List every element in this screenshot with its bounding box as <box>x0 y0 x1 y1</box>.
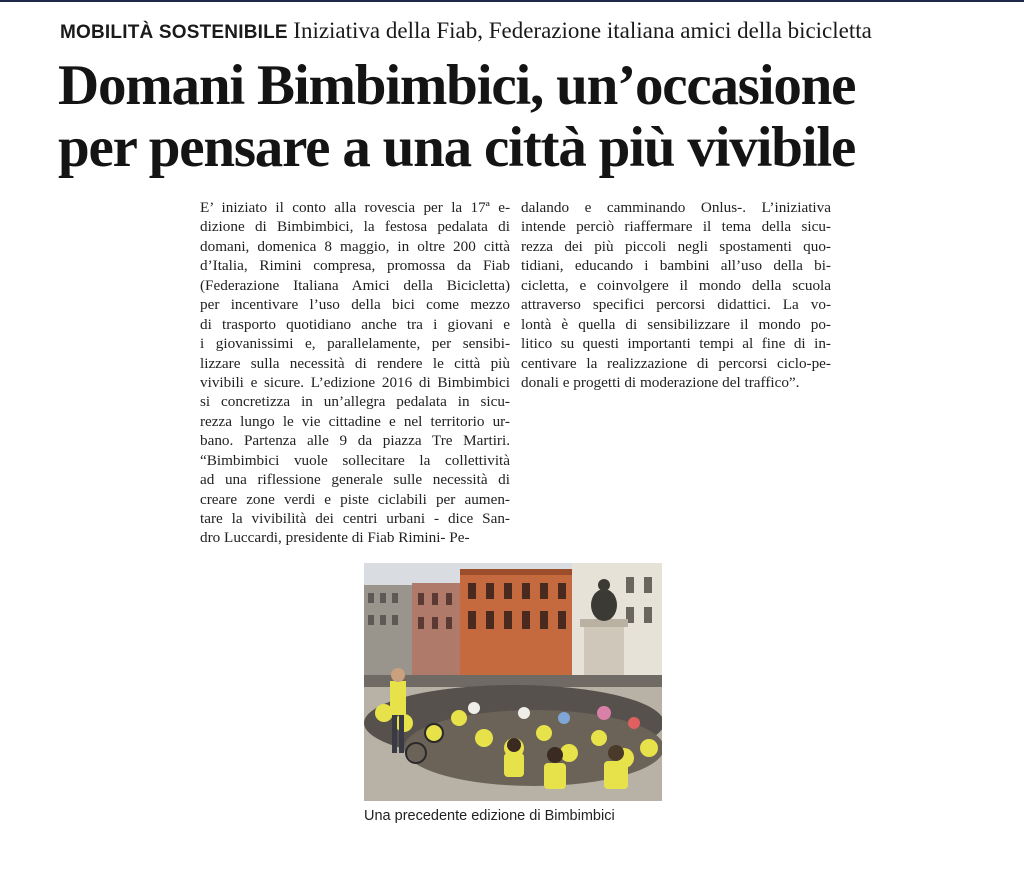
article-column-right <box>521 198 831 392</box>
article-line: litico su questi importanti tempi al fine di in- <box>521 335 831 353</box>
article-line: intende perciò riaffermare il tema della sicu- <box>521 218 831 236</box>
article-line: attraverso specifici percorsi didattici. La vo- <box>521 296 831 314</box>
article-line: dalando e camminando Onlus-. L’iniziativa <box>521 199 831 216</box>
headline-line-1: Domani Bimbimbici, un’occasione <box>58 54 856 117</box>
top-rule <box>0 0 1024 2</box>
article-line: E’ iniziato il conto alla rovescia per la 17ª e- <box>200 199 510 216</box>
headline-line-2: per pensare a una città più vivibile <box>58 116 856 179</box>
article-line: (Federazione Italiana Amici della Bicicletta) <box>200 276 510 294</box>
article-line: creare zone verdi e piste ciclabili per aumen- <box>200 490 510 508</box>
article-line: donali e progetti di moderazione del traffico”. <box>521 373 800 391</box>
headline <box>58 55 958 179</box>
article-line: di trasporto quotidiano anche tra i giovani e <box>200 315 510 333</box>
article-line: tidiani, educando i bambini all’uso della bi- <box>521 257 831 275</box>
photo-caption: Una precedente edizione di Bimbimbici <box>364 808 615 824</box>
article-line: dizione di Bimbimbici, la festosa pedalata di <box>200 218 510 236</box>
article-line: per incentivare l’uso della bici come mezzo <box>200 296 510 314</box>
article-line: d’Italia, Rimini compresa, promossa da Fiab <box>200 257 510 275</box>
article-line: lizzare sulla necessità di rendere le città più <box>200 354 510 372</box>
kicker-label: MOBILITÀ SOSTENIBILE <box>60 22 288 43</box>
kicker <box>60 17 872 47</box>
article-line: cicletta, e coinvolgere il mondo della scuola <box>521 276 831 294</box>
article-photo <box>364 563 662 801</box>
kicker-subtitle: Iniziativa della Fiab, Federazione italiana amici della bicicletta <box>293 18 872 43</box>
article-line: lontà è quella di sensibilizzare il mondo po- <box>521 315 831 333</box>
article-line: rezza dei più piccoli negli spostamenti quo- <box>521 237 831 255</box>
article-line: tare la vivibilità dei centri urbani - dice San- <box>200 510 510 527</box>
article-line: centivare la realizzazione di percorsi ciclo-pe- <box>521 354 831 372</box>
article-line: vivibili e sicure. L’edizione 2016 di Bimbimbici <box>200 373 510 391</box>
photo-bimbimbici-square <box>364 563 662 801</box>
article-line: si concretizza in un’allegra pedalata in sicu- <box>200 393 510 411</box>
article-line: ad una riflessione generale sulle necessità di <box>200 471 510 489</box>
article-line: domani, domenica 8 maggio, in oltre 200 città <box>200 237 510 255</box>
article-line: bano. Partenza alle 9 da piazza Tre Martiri. <box>200 432 510 450</box>
article-line: dro Luccardi, presidente di Fiab Rimini- Pe- <box>200 529 470 547</box>
article-line: rezza lungo le vie cittadine e nel territorio ur- <box>200 412 510 430</box>
article-line: “Bimbimbici vuole sollecitare la collettività <box>200 451 510 469</box>
article-column-left <box>200 198 510 548</box>
article-line: i giovanissimi e, parallelamente, per sensibi- <box>200 335 510 353</box>
